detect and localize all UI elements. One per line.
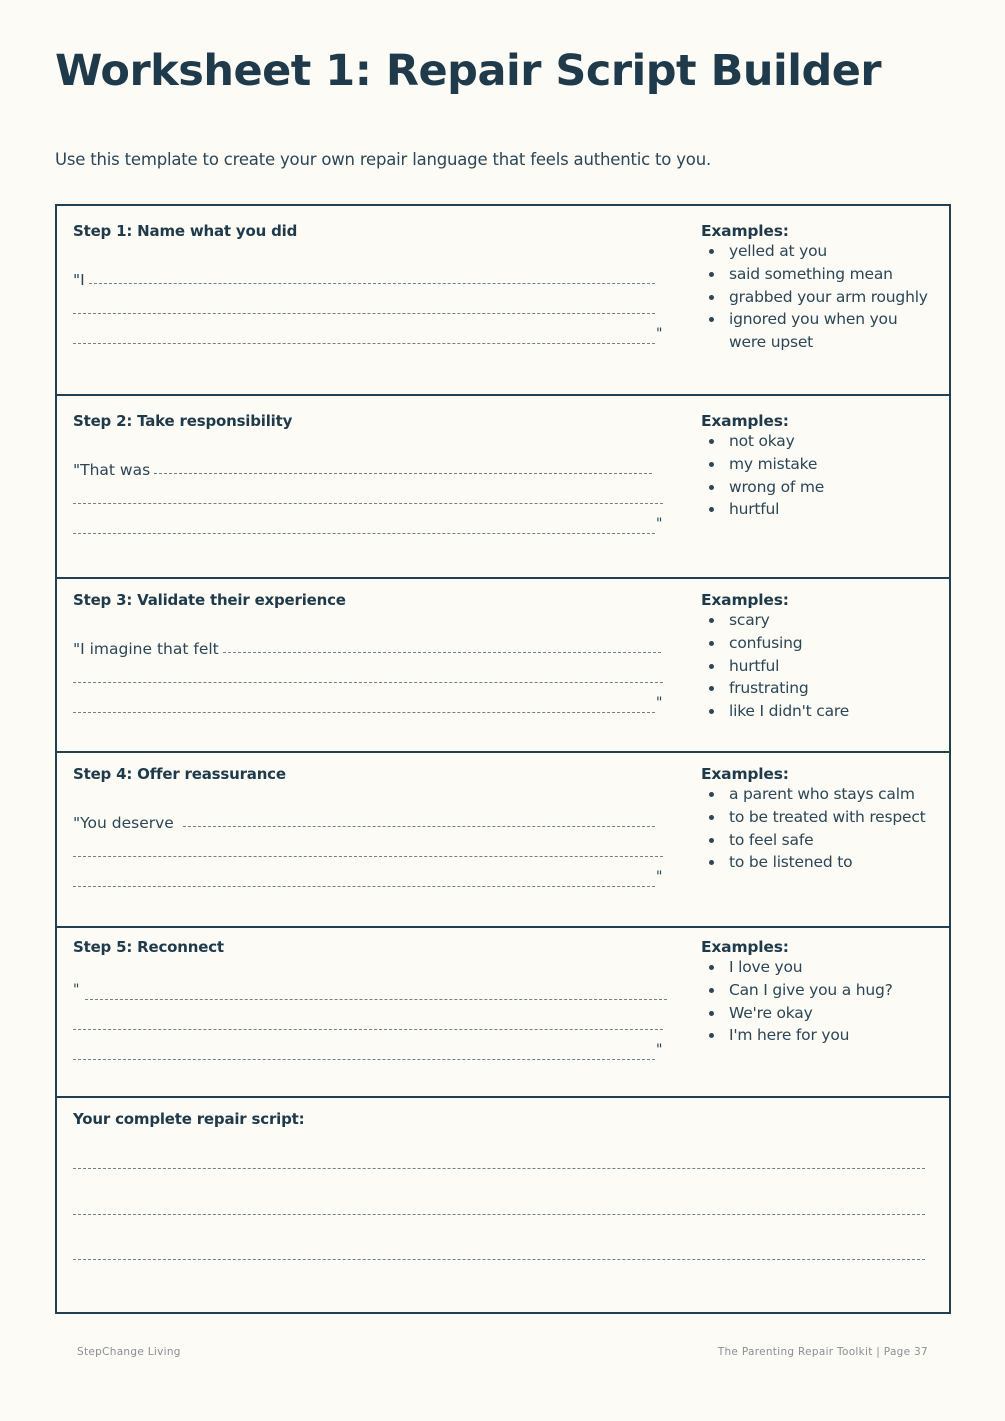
fill-line-3[interactable]: [73, 863, 673, 893]
example-item: Can I give you a hug?: [729, 979, 936, 1002]
example-item: grabbed your arm roughly: [729, 286, 936, 309]
blank-line[interactable]: [73, 313, 655, 314]
blank-line[interactable]: [73, 1059, 655, 1060]
line-prefix: ": [73, 982, 80, 998]
step-4-examples: [701, 765, 936, 874]
blank-line[interactable]: [89, 283, 655, 284]
example-item: wrong of me: [729, 476, 936, 499]
fill-line-2[interactable]: [73, 1006, 673, 1036]
example-item: said something mean: [729, 263, 936, 286]
blank-line[interactable]: [154, 473, 652, 474]
examples-list: [701, 430, 936, 521]
example-item: not okay: [729, 430, 936, 453]
line-prefix: "I imagine that felt: [73, 640, 219, 658]
line-suffix: ": [656, 869, 663, 885]
example-item: hurtful: [729, 655, 936, 678]
step-2-examples: [701, 412, 936, 521]
example-item: to be treated with respect: [729, 806, 936, 829]
examples-label: Examples:: [701, 938, 789, 956]
complete-script-line-3[interactable]: [73, 1259, 925, 1260]
example-item: hurtful: [729, 498, 936, 521]
complete-script-line-1[interactable]: [73, 1168, 925, 1169]
fill-line-2[interactable]: [73, 290, 673, 320]
line-suffix: ": [656, 516, 663, 532]
blank-line[interactable]: [73, 533, 655, 534]
step-title: Step 5: Reconnect: [73, 938, 224, 956]
step-2: [57, 396, 949, 579]
fill-line-1[interactable]: [73, 629, 673, 659]
line-prefix: "I: [73, 271, 85, 289]
step-1-examples: [701, 222, 936, 354]
step-title: Step 1: Name what you did: [73, 222, 298, 240]
step-3-prompt: [73, 591, 673, 719]
worksheet-table: [55, 204, 951, 1314]
example-item: We're okay: [729, 1002, 936, 1025]
blank-line[interactable]: [73, 343, 655, 344]
example-item: I'm here for you: [729, 1024, 936, 1047]
blank-line[interactable]: [183, 826, 655, 827]
step-1-prompt: [73, 222, 673, 350]
line-suffix: ": [656, 695, 663, 711]
line-suffix: ": [656, 1042, 663, 1058]
blank-line[interactable]: [73, 682, 663, 683]
page-title: Worksheet 1: Repair Script Builder: [55, 46, 882, 96]
step-4-prompt: [73, 765, 673, 893]
step-5-examples: [701, 938, 936, 1047]
examples-label: Examples:: [701, 591, 789, 609]
fill-line-2[interactable]: [73, 480, 673, 510]
blank-line[interactable]: [73, 856, 663, 857]
line-suffix: ": [656, 326, 663, 342]
step-3-examples: [701, 591, 936, 723]
examples-label: Examples:: [701, 412, 789, 430]
fill-line-3[interactable]: [73, 320, 673, 350]
example-item: like I didn't care: [729, 700, 936, 723]
step-5-prompt: [73, 938, 673, 1066]
blank-line[interactable]: [73, 1029, 663, 1030]
example-item: to be listened to: [729, 851, 936, 874]
step-title: Step 3: Validate their experience: [73, 591, 346, 609]
step-title: Step 4: Offer reassurance: [73, 765, 286, 783]
footer-page-info: The Parenting Repair Toolkit | Page 37: [717, 1346, 928, 1358]
example-item: ignored you when you were upset: [729, 308, 936, 354]
blank-line[interactable]: [223, 652, 661, 653]
example-item: I love you: [729, 956, 936, 979]
step-1: [57, 206, 949, 396]
fill-line-1[interactable]: [73, 976, 673, 1006]
examples-label: Examples:: [701, 765, 789, 783]
fill-line-3[interactable]: [73, 1036, 673, 1066]
step-3: [57, 579, 949, 753]
intro-text: Use this template to create your own repair language that feels authentic to you.: [55, 150, 711, 169]
fill-line-1[interactable]: [73, 450, 673, 480]
example-item: confusing: [729, 632, 936, 655]
blank-line[interactable]: [73, 503, 663, 504]
examples-list: [701, 240, 936, 354]
example-item: to feel safe: [729, 829, 936, 852]
blank-line[interactable]: [85, 999, 667, 1000]
fill-line-3[interactable]: [73, 689, 673, 719]
examples-list: [701, 609, 936, 723]
fill-line-2[interactable]: [73, 659, 673, 689]
complete-script-title: Your complete repair script:: [73, 1110, 305, 1128]
examples-list: [701, 956, 936, 1047]
blank-line[interactable]: [73, 886, 655, 887]
step-title: Step 2: Take responsibility: [73, 412, 293, 430]
step-5: [57, 928, 949, 1098]
fill-line-1[interactable]: [73, 260, 673, 290]
blank-line[interactable]: [73, 712, 655, 713]
fill-line-1[interactable]: [73, 803, 673, 833]
fill-line-2[interactable]: [73, 833, 673, 863]
example-item: scary: [729, 609, 936, 632]
examples-label: Examples:: [701, 222, 789, 240]
examples-list: [701, 783, 936, 874]
step-4: [57, 753, 949, 928]
example-item: a parent who stays calm: [729, 783, 936, 806]
footer-brand: StepChange Living: [77, 1346, 181, 1358]
example-item: yelled at you: [729, 240, 936, 263]
line-prefix: "You deserve: [73, 814, 174, 832]
complete-script-section: [57, 1098, 949, 1312]
complete-script-line-2[interactable]: [73, 1214, 925, 1215]
step-2-prompt: [73, 412, 673, 540]
example-item: frustrating: [729, 677, 936, 700]
line-prefix: "That was: [73, 461, 151, 479]
fill-line-3[interactable]: [73, 510, 673, 540]
example-item: my mistake: [729, 453, 936, 476]
